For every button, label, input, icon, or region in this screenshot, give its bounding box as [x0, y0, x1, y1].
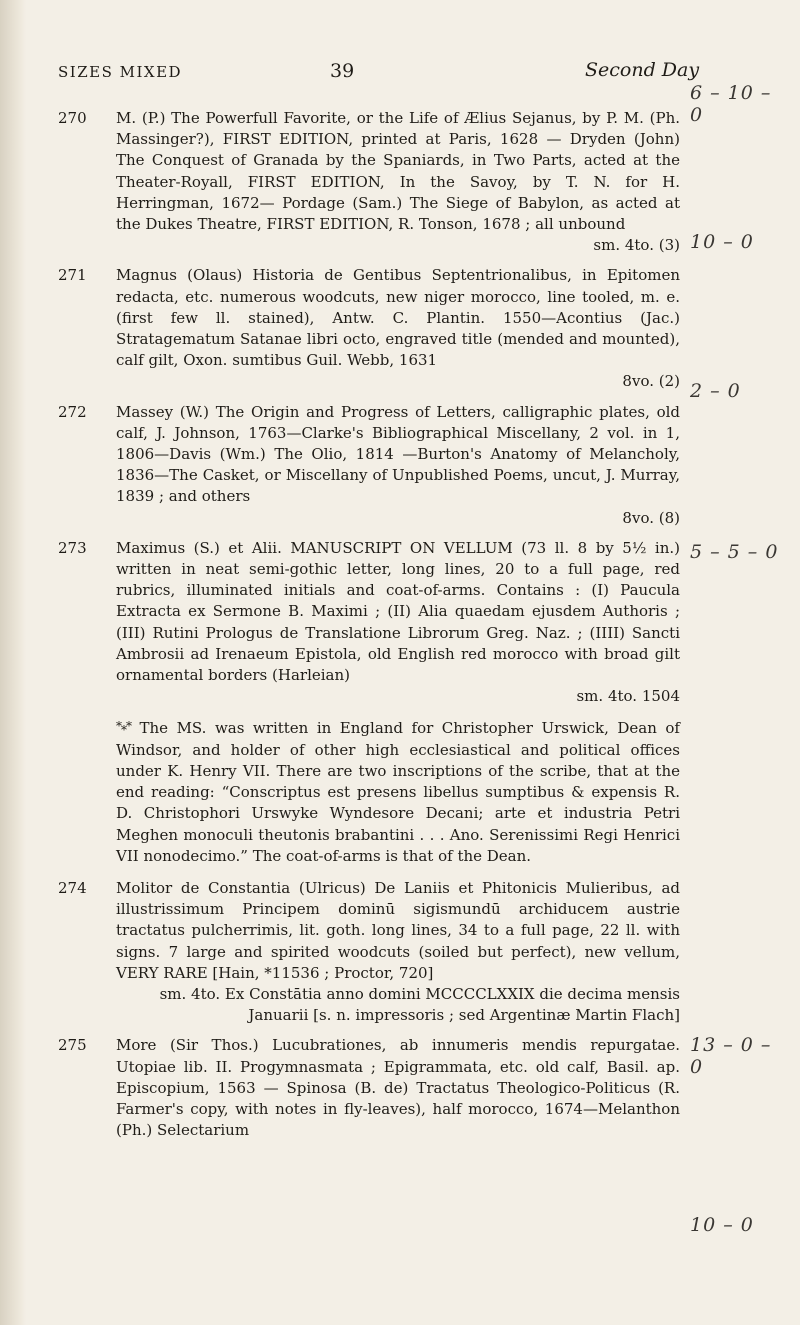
lot-description: Magnus (Olaus) Historia de Gentibus Septentrionalibus, in Epitomen redacta, etc. numerous woodcuts, new niger morocco, line tooled, m. e. (first few ll. stained), Antw. C. Plantin. 1550—Acontius (Jac.) Stratagematum Satanae libri octo, engraved title (mended and mounted), calf gilt, Oxon. sumtibus Guil. Webb, 1631 [116, 266, 680, 370]
lot-size: 8vo. (2) [622, 372, 680, 391]
lot-entry [58, 1035, 680, 1141]
lot-description: Massey (W.) The Origin and Progress of Letters, calligraphic plates, old calf, J. Johnson, 1763—Clarke's Bibliographical Miscellany, 2 vol. in 1, 1806—Davis (Wm.) The Olio, 1814 —Burton's Anatomy of Melancholy, 1836—The Casket, or Miscellany of Unpublished Poems, uncut, J. Murray, 1839 ; and others [116, 402, 680, 506]
lot-size: sm. 4to. 1504 [576, 687, 680, 706]
binding-gutter [0, 0, 26, 1325]
handwritten-price: 5 – 5 – 0 [690, 541, 779, 563]
page-number: 39 [330, 60, 355, 82]
running-head-right: Second Day [585, 59, 700, 81]
asterism-mark: *⁎* [116, 719, 131, 734]
lot-size: 8vo. (8) [622, 508, 680, 527]
handwritten-price: 13 – 0 – 0 [690, 1034, 772, 1078]
handwritten-price: 2 – 0 [690, 380, 741, 402]
running-head-left: SIZES MIXED [58, 63, 183, 81]
lot-number: 275 [58, 1036, 87, 1055]
lot-description: Molitor de Constantia (Ulricus) De Laniis et Phitonicis Mulieribus, ad illustrissimum Principem dominū sigismundū archiducem austrie tractatus pulcherrimis, lit. goth. long lines, 34 to a full page, 22 ll. with signs. 7 large and spirited woodcuts (soiled but perfect), new vellum, VERY RARE [Hain, *11536 ; Proctor, 720] [116, 878, 680, 982]
handwritten-price: 10 – 0 [690, 1214, 754, 1236]
lot-number: 274 [58, 878, 87, 897]
lot-number: 272 [58, 402, 87, 421]
lot-entry [58, 538, 680, 708]
lot-size: sm. 4to. Ex Constātia anno domini MCCCCLXXIX die decima mensis Januarii [s. n. impressoris ; sed Argentinæ Martin Flach] [159, 984, 680, 1025]
note-text: The MS. was written in England for Christopher Urswick, Dean of Windsor, and holder of other high ecclesiastical and political offices under K. Henry VII. There are two inscriptions of the scribe, that at the end reading: “Conscriptus est presens libellus sumptibus & expensis R. D. Christophori Urswyke Wyndesore Decani; arte et industria Petri Meghen monoculi theutonis brabantini . . . Ano. Serenissimi Regi Henrici VII nonodecimo.” The coat-of-arms is that of the Dean. [116, 719, 680, 865]
handwritten-price: 10 – 0 [690, 231, 754, 253]
lot-entry [58, 265, 680, 392]
lot-description: M. (P.) The Powerfull Favorite, or the Life of Ælius Sejanus, by P. M. (Ph. Massinger?), FIRST EDITION, printed at Paris, 1628 — Dryden (John) The Conquest of Granada by the Spaniards, in Two Parts, acted at the Theater-Royall, FIRST EDITION, In the Savoy, by T. N. for H. Herringman, 1672— Pordage (Sam.) The Siege of Babylon, as acted at the Dukes Theatre, FIRST EDITION, R. Tonson, 1678 ; all unbound [116, 109, 680, 234]
lot-size: sm. 4to. (3) [593, 236, 680, 255]
lot-description: More (Sir Thos.) Lucubrationes, ab innumeris mendis repurgatae. Utopiae lib. II. Progymnasmata ; Epigrammata, etc. old calf, Basil. ap. Episcopium, 1563 — Spinosa (B. de) Tractatus Theologico-Politicus (R. Farmer's copy, with notes in fly-leaves), half morocco, 1674—Melanthon (Ph.) Selectarium [116, 1036, 680, 1140]
lot-entry [58, 402, 680, 529]
lot-entry [58, 878, 680, 1026]
lot-list [58, 108, 680, 1150]
lot-number: 271 [58, 266, 87, 285]
lot-number: 273 [58, 538, 87, 557]
lot-note [58, 716, 680, 866]
handwritten-price: 6 – 10 – 0 [690, 82, 772, 126]
lot-description: Maximus (S.) et Alii. MANUSCRIPT ON VELLUM (73 ll. 8 by 5½ in.) written in neat semi-gothic letter, long lines, 20 to a full page, red rubrics, illuminated initials and coat-of-arms. Contains : (I) Paucula Extracta ex Sermone B. Maximi ; (II) Alia quaedam ejusdem Authoris ; (III) Rutini Prologus de Translatione Librorum Greg. Naz. ; (IIII) Sancti Ambrosii ad Irenaeum Epistola, old English red morocco with broad gilt ornamental borders (Harleian) [116, 538, 680, 685]
lot-entry [58, 108, 680, 256]
lot-number: 270 [58, 109, 87, 127]
